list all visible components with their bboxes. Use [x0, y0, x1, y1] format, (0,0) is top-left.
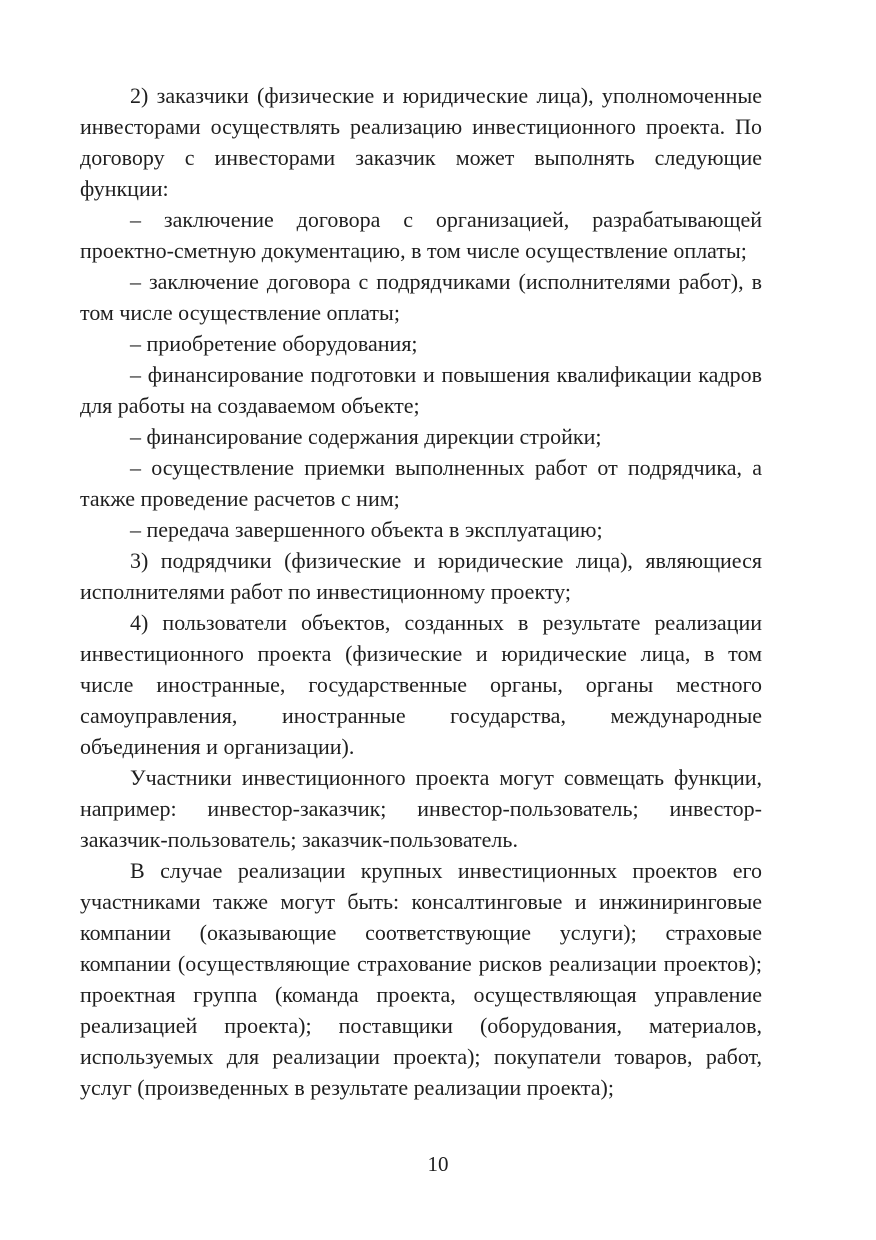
list-item: – приобретение оборудования;: [130, 331, 418, 356]
paragraph: 2) заказчики (физические и юридические лица), уполномоченные инвесторами осуществлять реализацию инвестиционного проекта. По договору с инвесторами заказчик может выполнять следующие функции:: [80, 83, 762, 201]
page-body: [80, 80, 762, 1103]
paragraph: 4) пользователи объектов, созданных в результате реализации инвестиционного проекта (физические и юридические лица, в том числе иностранные, государственные органы, органы местного самоуправления, иностранные государства, международные объединения и организации).: [80, 610, 762, 759]
list-item: – заключение договора с организацией, разрабатывающей проектно-сметную документацию, в том числе осуществление оплаты;: [80, 207, 762, 263]
list-item: – передача завершенного объекта в эксплуатацию;: [130, 517, 603, 542]
list-item: – осуществление приемки выполненных работ от подрядчика, а также проведение расчетов с ним;: [80, 455, 762, 511]
list-item: – заключение договора с подрядчиками (исполнителями работ), в том числе осуществление оплаты;: [80, 269, 762, 325]
paragraph: 3) подрядчики (физические и юридические лица), являющиеся исполнителями работ по инвестиционному проекту;: [80, 548, 762, 604]
paragraph: В случае реализации крупных инвестиционных проектов его участниками также могут быть: консалтинговые и инжиниринговые компании (оказывающие соответствующие услуги); страховые компании (осуществляющие страхование рисков реализации проектов); проектная группа (команда проекта, осуществляющая управление реализацией проекта); поставщики (оборудования, материалов, используемых для реализации проекта); покупатели товаров, работ, услуг (произведенных в результате реализации проекта);: [80, 858, 762, 1100]
list-item: – финансирование подготовки и повышения квалификации кадров для работы на создаваемом объекте;: [80, 362, 762, 418]
page-number: 10: [427, 1152, 449, 1176]
paragraph: Участники инвестиционного проекта могут совмещать функции, например: инвестор-заказчик; инвестор-пользователь; инвестор-заказчик-пользователь; заказчик-пользователь.: [80, 765, 762, 852]
list-item: – финансирование содержания дирекции стройки;: [130, 424, 602, 449]
